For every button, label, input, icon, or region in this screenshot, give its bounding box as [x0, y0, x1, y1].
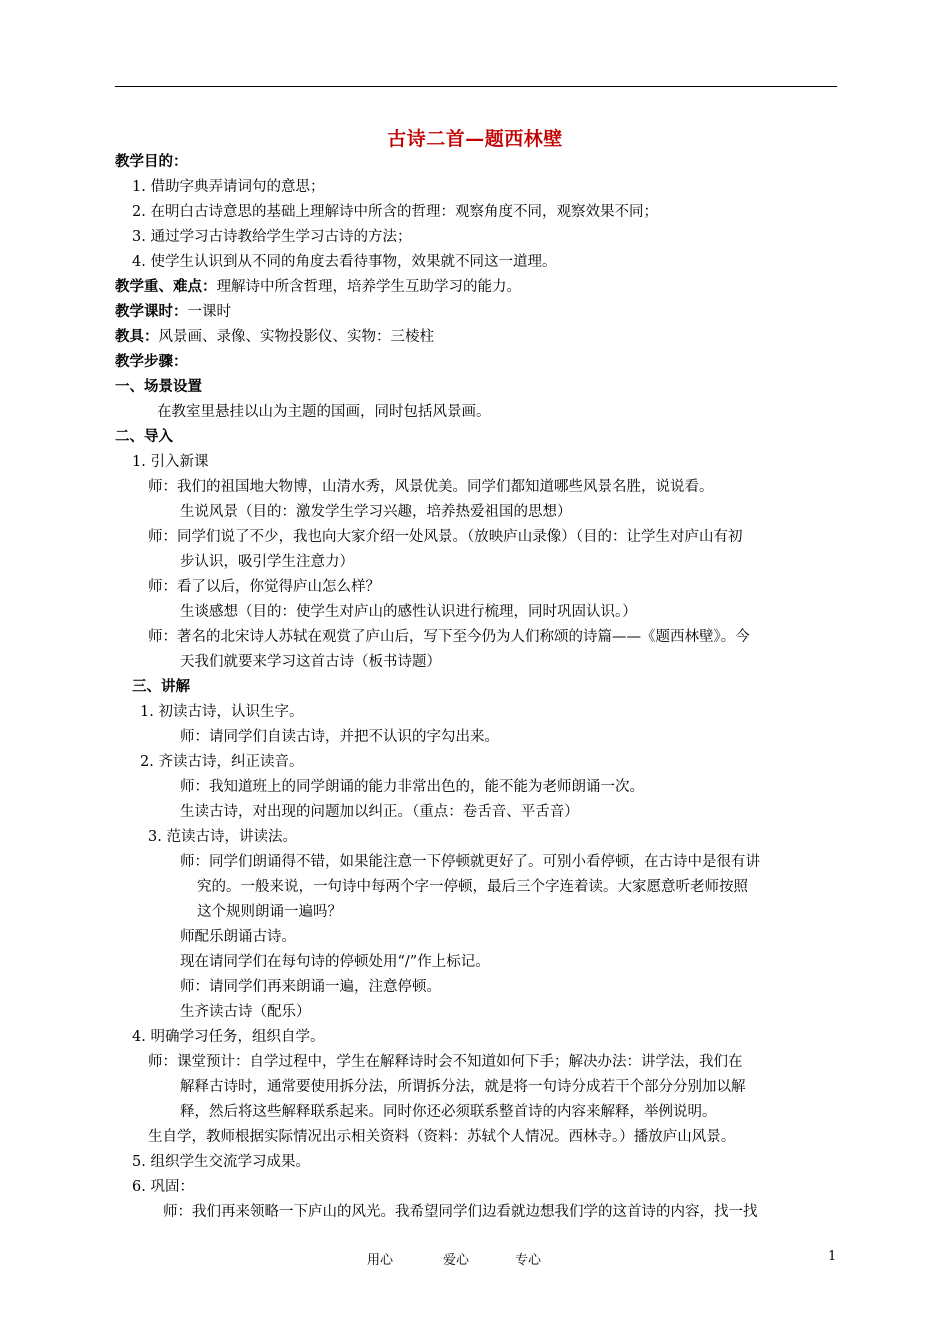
line-text: 现在请同学们在每句诗的停顿处用“/”作上标记。 [180, 954, 490, 970]
text-line [132, 678, 190, 696]
text-line [180, 953, 490, 971]
line-text: 生齐读古诗（配乐） [180, 1004, 311, 1020]
line-text: 风景画、录像、实物投影仪、实物：三棱柱 [158, 329, 434, 345]
text-line [180, 1078, 746, 1096]
line-text: 师配乐朗诵古诗。 [180, 929, 296, 945]
line-text: 解释古诗时，通常要使用拆分法，所谓拆分法，就是将一句诗分成若干个部分分别加以解 [180, 1079, 746, 1095]
text-line [132, 1153, 310, 1171]
text-line [140, 703, 303, 721]
text-line [180, 978, 441, 996]
text-line [163, 1203, 758, 1221]
footer-motto-2: 爱心 [443, 1253, 470, 1268]
section-heading: 三、讲解 [132, 678, 190, 695]
text-line [180, 803, 579, 821]
text-line [132, 453, 208, 471]
text-line [132, 203, 658, 221]
text-line [115, 428, 173, 446]
line-text: 师：看了以后，你觉得庐山怎么样？ [148, 579, 380, 595]
line-text: 3. 通过学习古诗教给学生学习古诗的方法； [132, 229, 412, 245]
line-text: 这个规则朗诵一遍吗？ [197, 904, 342, 920]
text-line [115, 353, 188, 371]
text-line [148, 628, 750, 646]
line-text: 1. 初读古诗，认识生字。 [140, 704, 304, 720]
page-number: 1 [828, 1249, 837, 1264]
line-text: 生谈感想（目的：使学生对庐山的感性认识进行梳理，同时巩固认识。） [180, 604, 637, 620]
line-text: 2. 在明白古诗意思的基础上理解诗中所含的哲理：观察角度不同，观察效果不同； [132, 204, 658, 220]
text-line [180, 653, 441, 671]
text-line [140, 753, 303, 771]
text-line [148, 578, 380, 596]
text-line [132, 1028, 324, 1046]
line-text: 天我们就要来学习这首古诗（板书诗题） [180, 654, 441, 670]
text-line [115, 153, 188, 171]
text-line [115, 328, 434, 346]
section-heading: 教学步骤： [115, 353, 188, 370]
line-text: 师：课堂预计：自学过程中，学生在解释诗时会不知道如何下手；解决办法：讲学法，我们在 [148, 1054, 743, 1070]
line-text: 师：我们的祖国地大物博，山清水秀，风景优美。同学们都知道哪些风景名胜，说说看。 [148, 479, 714, 495]
line-text: 师：同学们说了不少，我也向大家介绍一处风景。（放映庐山录像）（目的：让学生对庐山有初 [148, 529, 743, 545]
line-text: 2. 齐读古诗，纠正读音。 [140, 754, 304, 770]
footer-motto-3: 专心 [515, 1253, 542, 1268]
header-rule [115, 86, 837, 87]
line-text: 生自学，教师根据实际情况出示相关资料（资料：苏轼个人情况。西林寺。）播放庐山风景。 [148, 1129, 736, 1145]
text-line [148, 1128, 735, 1146]
section-heading: 教学目的： [115, 153, 188, 170]
footer-motto-1: 用心 [367, 1253, 394, 1268]
text-line [148, 478, 714, 496]
section-heading: 二、导入 [115, 428, 173, 445]
text-line [180, 503, 572, 521]
line-text: 1. 引入新课 [132, 454, 209, 470]
line-text: 理解诗中所含哲理，培养学生互助学习的能力。 [216, 279, 521, 295]
section-heading: 教具： [115, 328, 159, 345]
line-text: 3. 范读古诗，讲读法。 [148, 829, 297, 845]
line-text: 师：我们再来领略一下庐山的风光。我希望同学们边看就边想我们学的这首诗的内容，找一找 [163, 1204, 758, 1220]
line-text: 究的。一般来说，一句诗中每两个字一停顿，最后三个字连着读。大家愿意听老师按照 [197, 879, 748, 895]
line-text: 一课时 [187, 304, 231, 320]
text-line [180, 728, 499, 746]
line-text: 在教室里悬挂以山为主题的国画，同时包括风景画。 [157, 404, 491, 420]
text-line [180, 928, 296, 946]
line-text: 师：著名的北宋诗人苏轼在观赏了庐山后，写下至今仍为人们称颂的诗篇——《题西林壁》。今 [148, 629, 750, 645]
line-text: 4. 使学生认识到从不同的角度去看待事物，效果就不同这一道理。 [132, 254, 557, 270]
text-line [180, 553, 354, 571]
text-line [157, 403, 491, 421]
line-text: 师：同学们朗诵得不错，如果能注意一下停顿就更好了。可别小看停顿，在古诗中是很有讲 [180, 854, 760, 870]
text-line [148, 1053, 743, 1071]
document-title: 古诗二首—题西林壁 [387, 128, 563, 150]
text-line [180, 603, 637, 621]
text-line [180, 1003, 311, 1021]
line-text: 师：请同学们再来朗诵一遍，注意停顿。 [180, 979, 441, 995]
line-text: 师：我知道班上的同学朗诵的能力非常出色的，能不能为老师朗诵一次。 [180, 779, 644, 795]
line-text: 1. 借助字典弄请词句的意思； [132, 179, 325, 195]
line-text: 师：请同学们自读古诗，并把不认识的字勾出来。 [180, 729, 499, 745]
text-line [180, 1103, 717, 1121]
text-line [132, 253, 556, 271]
line-text: 步认识，吸引学生注意力） [180, 554, 354, 570]
text-line [115, 303, 231, 321]
section-heading: 教学课时： [115, 303, 188, 320]
text-line [132, 178, 324, 196]
text-line [197, 903, 342, 921]
line-text: 6. 巩固： [132, 1179, 194, 1195]
line-text: 释，然后将这些解释联系起来。同时你还必须联系整首诗的内容来解释，举例说明。 [180, 1104, 717, 1120]
text-line [148, 828, 297, 846]
text-line [132, 1178, 194, 1196]
section-heading: 一、场景设置 [115, 378, 202, 395]
text-line [180, 853, 760, 871]
text-line [180, 778, 644, 796]
line-text: 生读古诗，对出现的问题加以纠正。（重点：卷舌音、平舌音） [180, 804, 579, 820]
text-line [197, 878, 748, 896]
text-line [148, 528, 743, 546]
line-text: 4. 明确学习任务，组织自学。 [132, 1029, 325, 1045]
text-line [132, 228, 411, 246]
line-text: 生说风景（目的：激发学生学习兴趣，培养热爱祖国的思想） [180, 504, 572, 520]
text-line [115, 278, 521, 296]
text-line [115, 378, 202, 396]
line-text: 5. 组织学生交流学习成果。 [132, 1154, 310, 1170]
section-heading: 教学重、难点： [115, 278, 217, 295]
